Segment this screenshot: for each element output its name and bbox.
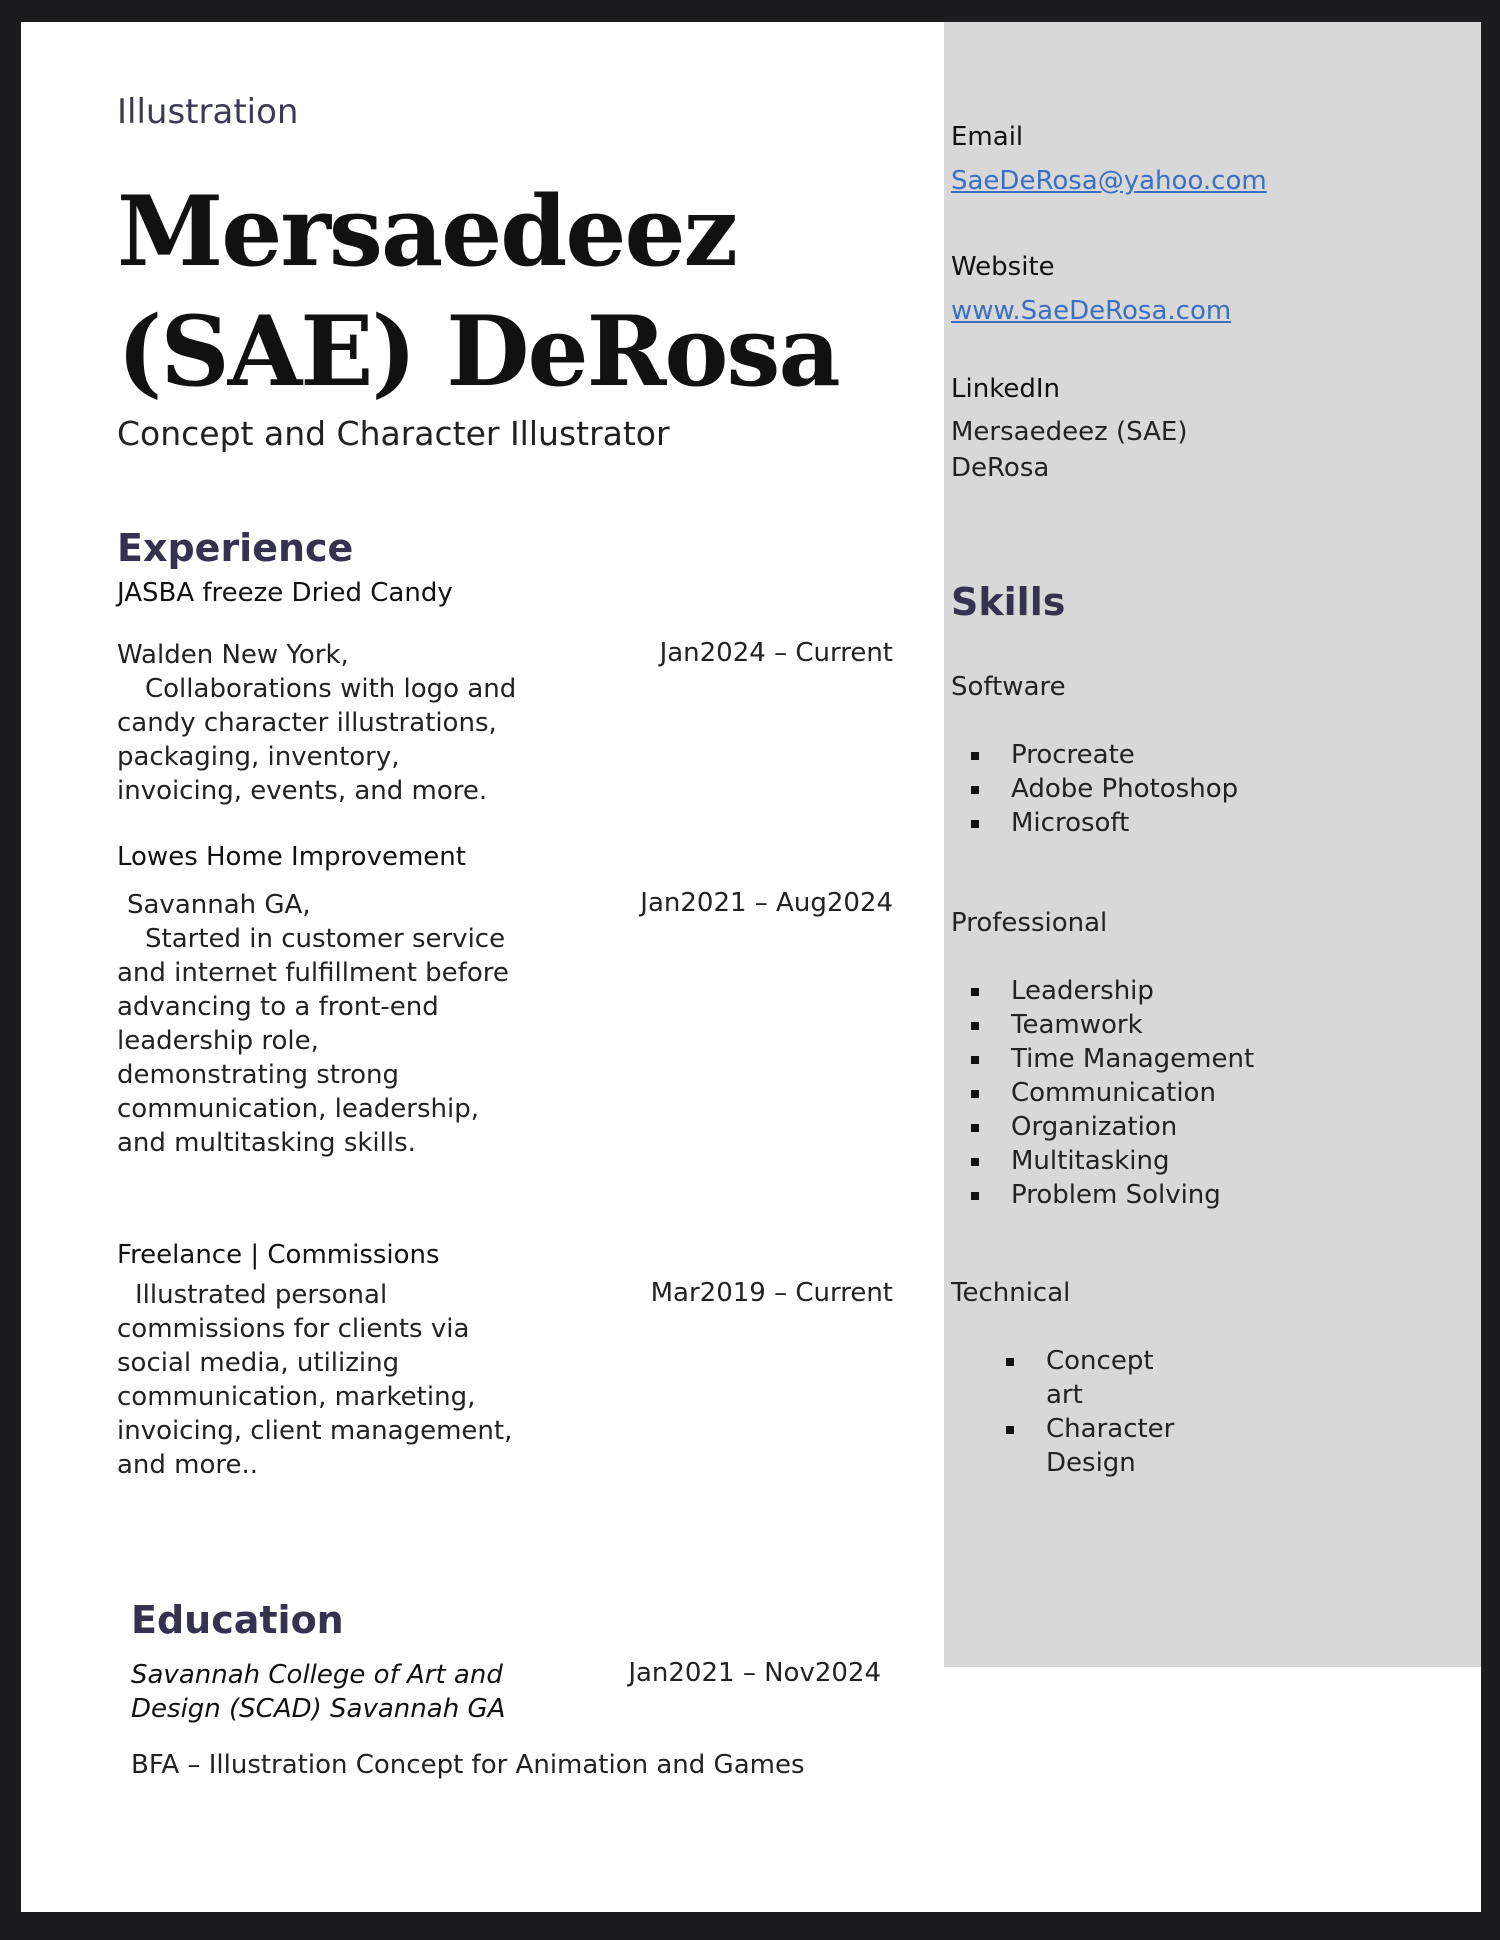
linkedin-value: Mersaedeez (SAE) DeRosa [951,417,1188,483]
email-link[interactable]: SaeDeRosa@yahoo.com [951,166,1267,196]
full-name [117,172,917,412]
job-dates-2: Jan2021 – Aug2024 [640,888,893,918]
skill-item: Character Design [994,1412,1194,1480]
skill-item: Communication [959,1076,1319,1110]
job-title-3: Freelance | Commissions [117,1240,440,1270]
website-label: Website [951,252,1055,282]
skill-item: Multitasking [959,1144,1319,1178]
education-dates: Jan2021 – Nov2024 [628,1658,881,1688]
name-line-2: (SAE) DeRosa [117,295,839,408]
job-description-1: Collaborations with logo and candy character illustrations, packaging, inventory, invoicing, events, and more. [117,674,517,806]
job-dates-1: Jan2024 – Current [659,638,893,668]
job-title-2: Lowes Home Improvement [117,842,466,872]
professional-skill-list [959,974,1319,1212]
skill-item: Procreate [959,738,1319,772]
name-line-1: Mersaedeez [117,175,737,288]
experience-heading: Experience [117,526,354,570]
education-degree: BFA – Illustration Concept for Animation and Games [131,1750,805,1780]
technical-label: Technical [951,1278,1071,1308]
job-description-2: Started in customer service and internet fulfillment before advancing to a front-end leadership role, demonstrating strong communication, leadership, and multitasking skills. [117,924,509,1158]
software-label: Software [951,672,1066,702]
skill-item: Problem Solving [959,1178,1319,1212]
job-location-2: Savannah GA, [127,890,311,920]
technical-skill-list [994,1344,1194,1480]
job-title-1: JASBA freeze Dried Candy [117,578,453,608]
resume-kicker: Illustration [117,92,299,132]
job-location-1: Walden New York, [117,640,349,670]
website-link[interactable]: www.SaeDeRosa.com [951,296,1232,326]
resume-page [21,22,1481,1912]
job-dates-3: Mar2019 – Current [650,1278,893,1308]
skill-item: Leadership [959,974,1319,1008]
skill-item: Adobe Photoshop [959,772,1319,806]
professional-label: Professional [951,908,1108,938]
skill-item: Organization [959,1110,1319,1144]
education-heading: Education [131,1598,344,1642]
skill-item: Concept art [994,1344,1194,1412]
skills-heading: Skills [951,580,1066,624]
skill-item: Microsoft [959,806,1319,840]
job-description-3: Illustrated personal commissions for clients via social media, utilizing communication, marketing, invoicing, client management, and more.. [117,1280,513,1480]
education-school: Savannah College of Art and Design (SCAD) Savannah GA [131,1660,506,1724]
job-role-subtitle: Concept and Character Illustrator [117,414,670,453]
skill-item: Teamwork [959,1008,1319,1042]
software-skill-list [959,738,1319,840]
linkedin-label: LinkedIn [951,374,1060,404]
skill-item: Time Management [959,1042,1319,1076]
email-label: Email [951,122,1024,152]
